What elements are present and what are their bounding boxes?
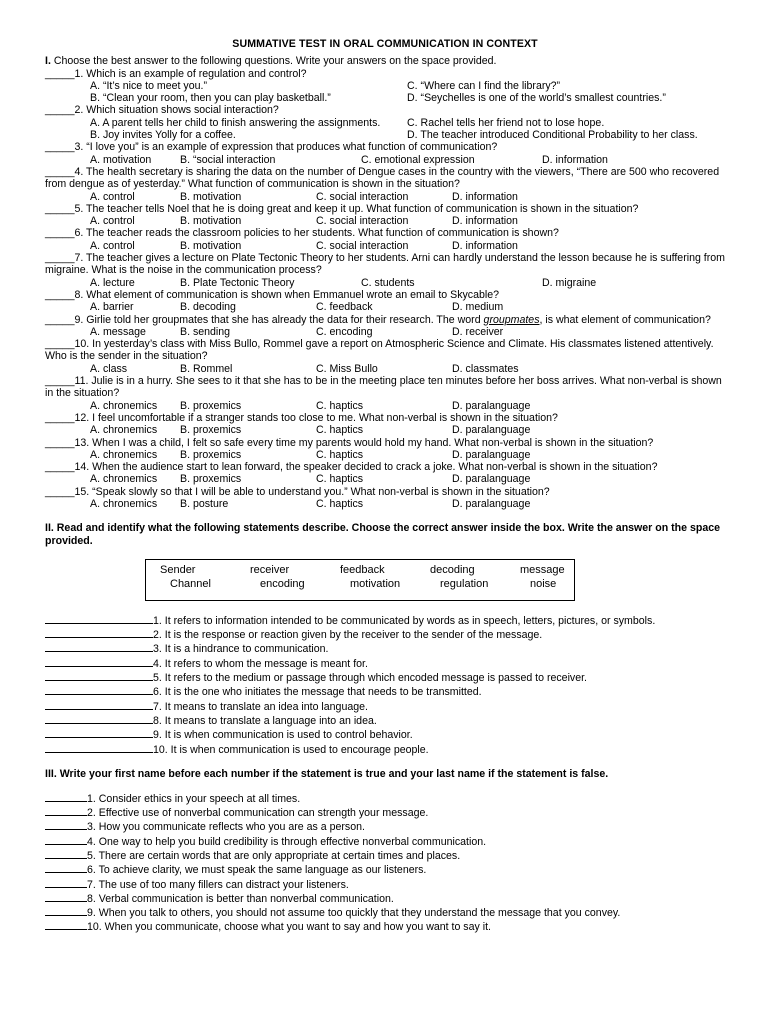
choice: decoding [430,563,475,576]
part1-instruction: I. Choose the best answer to the following questions. Write your answers on the space provided. [45,55,497,68]
answer-blank[interactable] [45,727,153,738]
choice: encoding [260,577,305,590]
question-1: _____1. Which is an example of regulation and control? [45,67,307,80]
choice: noise [530,577,557,590]
answer-blank[interactable] [45,891,87,902]
list-item: 8. It means to translate a language into an idea. [45,713,725,727]
part3-instruction: III. Write your first name before each number if the statement is true and your last name if the statement is false. [45,767,609,780]
question-2: _____2. Which situation shows social interaction? [45,104,279,117]
answer-blank[interactable] [45,877,87,888]
list-item: 2. It is the response or reaction given by the receiver to the sender of the message. [45,627,725,641]
list-item: 4. It refers to whom the message is meant for. [45,656,725,670]
question-15-options: A. chronemics B. posture C. haptics D. paralanguage [90,497,531,510]
question-4: _____4. The health secretary is sharing the data on the number of Dengue cases in the country with the viewers, “There are 500 who recovered from dengue as of yesterday.” What function of communication is shown in the situation? [45,165,720,191]
list-item: 7. The use of too many fillers can distract your listeners. [45,877,725,891]
list-item: 10. When you communicate, choose what you want to say and how you want to say it. [45,919,725,933]
choice: message [520,563,565,576]
question-5: _____5. The teacher tells Noel that he is doing great and keep it up. What function of communication is shown in the situation? [45,202,639,215]
question-4-options: A. control B. motivation C. social interaction D. information [90,190,518,203]
question-12-options: A. chronemics B. proxemics C. haptics D. paralanguage [90,424,531,437]
answer-blank[interactable] [45,656,153,667]
choice: receiver [250,563,290,576]
list-item: 3. How you communicate reflects who you are as a person. [45,819,725,833]
question-2-options: A. A parent tells her child to finish answering the assignments. C. Rachel tells her friend not to lose hope. B. Joy invites Yolly for a coffee. D. The teacher introduced Conditional Probability to her class. [90,116,698,142]
question-13-options: A. chronemics B. proxemics C. haptics D. paralanguage [90,448,531,461]
test-page [45,38,725,934]
question-7: _____7. The teacher gives a lecture on Plate Tectonic Theory to her students. Arni can hardly understand the lesson because he is suffering from migraine. What is the noise in the communication process? [45,252,725,277]
list-item: 6. It is the one who initiates the message that needs to be transmitted. [45,684,725,698]
question-5-options: A. control B. motivation C. social interaction D. information [90,215,518,228]
question-9: _____9. Girlie told her groupmates that she has already the data for their research. The word groupmates, is what element of communication? [45,313,711,326]
list-item: 6. To achieve clarity, we must speak the same language as our listeners. [45,862,725,876]
list-item: 10. It is when communication is used to encourage people. [45,742,725,756]
question-15: _____15. “Speak slowly so that I will be able to understand you.” What non-verbal is shown in the situation? [45,485,550,498]
answer-blank[interactable] [45,805,87,816]
choice: Sender [160,563,196,576]
answer-blank[interactable] [45,819,87,830]
answer-blank[interactable] [45,613,153,624]
list-item: 9. It is when communication is used to control behavior. [45,727,725,741]
list-item: 3. It is a hindrance to communication. [45,641,725,655]
answer-blank[interactable] [45,641,153,652]
page-title: SUMMATIVE TEST IN ORAL COMMUNICATION IN CONTEXT [232,38,538,50]
question-11-options: A. chronemics B. proxemics C. haptics D. paralanguage [90,399,531,412]
question-14: _____14. When the audience start to lean forward, the speaker decided to crack a joke. What non-verbal is shown in the situation? [45,461,658,474]
answer-blank[interactable] [45,848,87,859]
question-14-options: A. chronemics B. proxemics C. haptics D. paralanguage [90,473,531,486]
question-6: _____6. The teacher reads the classroom policies to her students. What function of communication is shown? [45,227,559,240]
part2-instruction: II. Read and identify what the following statements describe. Choose the correct answer inside the box. Write the answer on the space provided. [45,522,721,547]
answer-blank[interactable] [45,862,87,873]
question-8: _____8. What element of communication is shown when Emmanuel wrote an email to Skycable? [45,288,500,301]
answer-blank[interactable] [45,742,153,753]
list-item: 4. One way to help you build credibility is through effective nonverbal communication. [45,834,725,848]
question-8-options: A. barrier B. decoding C. feedback D. medium [90,301,504,314]
answer-blank[interactable] [45,699,153,710]
part3-items [45,791,725,934]
answer-blank[interactable] [45,670,153,681]
list-item: 1. Consider ethics in your speech at all times. [45,791,725,805]
list-item: 7. It means to translate an idea into language. [45,699,725,713]
question-3: _____3. “I love you” is an example of expression that produces what function of communication? [45,141,498,154]
list-item: 9. When you talk to others, you should not assume too quickly that they understand the message that you convey. [45,905,725,919]
answer-blank[interactable] [45,919,87,930]
list-item: 8. Verbal communication is better than nonverbal communication. [45,891,725,905]
answer-blank[interactable] [45,791,87,802]
list-item: 2. Effective use of nonverbal communication can strength your message. [45,805,725,819]
choice: Channel [170,577,211,590]
question-1-options: A. “It’s nice to meet you.” C. “Where can I find the library?” B. “Clean your room, then you can play basketball.” D. “Seychelles is one of the world’s smallest countries.” [90,79,666,105]
answer-blank[interactable] [45,684,153,695]
list-item: 5. There are certain words that are only appropriate at certain times and places. [45,848,725,862]
underlined-word: groupmates [483,313,540,326]
answer-blank[interactable] [45,905,87,916]
choice: regulation [440,577,489,590]
answer-choices-box [145,559,575,601]
question-6-options: A. control B. motivation C. social interaction D. information [90,239,518,252]
question-13: _____13. When I was a child, I felt so safe every time my parents would hold my hand. What non-verbal is shown in the situation? [45,436,654,449]
list-item: 1. It refers to information intended to be communicated by words as in speech, letters, pictures, or symbols. [45,613,725,627]
choice: feedback [340,563,385,576]
question-11: _____11. Julie is in a hurry. She sees to it that she has to be in the meeting place ten minutes before her boss arrives. What non-verbal is shown in the situation? [45,375,722,400]
list-item: 5. It refers to the medium or passage through which encoded message is passed to receiver. [45,670,725,684]
part2-items [45,613,725,756]
answer-blank[interactable] [45,627,153,638]
choice: motivation [350,577,401,590]
question-7-options: A. lecture B. Plate Tectonic Theory C. students D. migraine [90,276,597,289]
question-10: _____10. In yesterday’s class with Miss Bullo, Rommel gave a report on Atmospheric Science and Climate. His classmates listened attentively. Who is the sender in the situation? [45,338,714,363]
question-12: _____12. I feel uncomfortable if a stranger stands too close to me. What non-verbal is shown in the situation? [45,411,558,424]
question-10-options: A. class B. Rommel C. Miss Bullo D. classmates [90,362,519,375]
answer-blank[interactable] [45,834,87,845]
answer-blank[interactable] [45,713,153,724]
question-9-options: A. message B. sending C. encoding D. receiver [90,325,504,338]
question-3-options: A. motivation B. “social interaction C. emotional expression D. information [90,153,608,166]
